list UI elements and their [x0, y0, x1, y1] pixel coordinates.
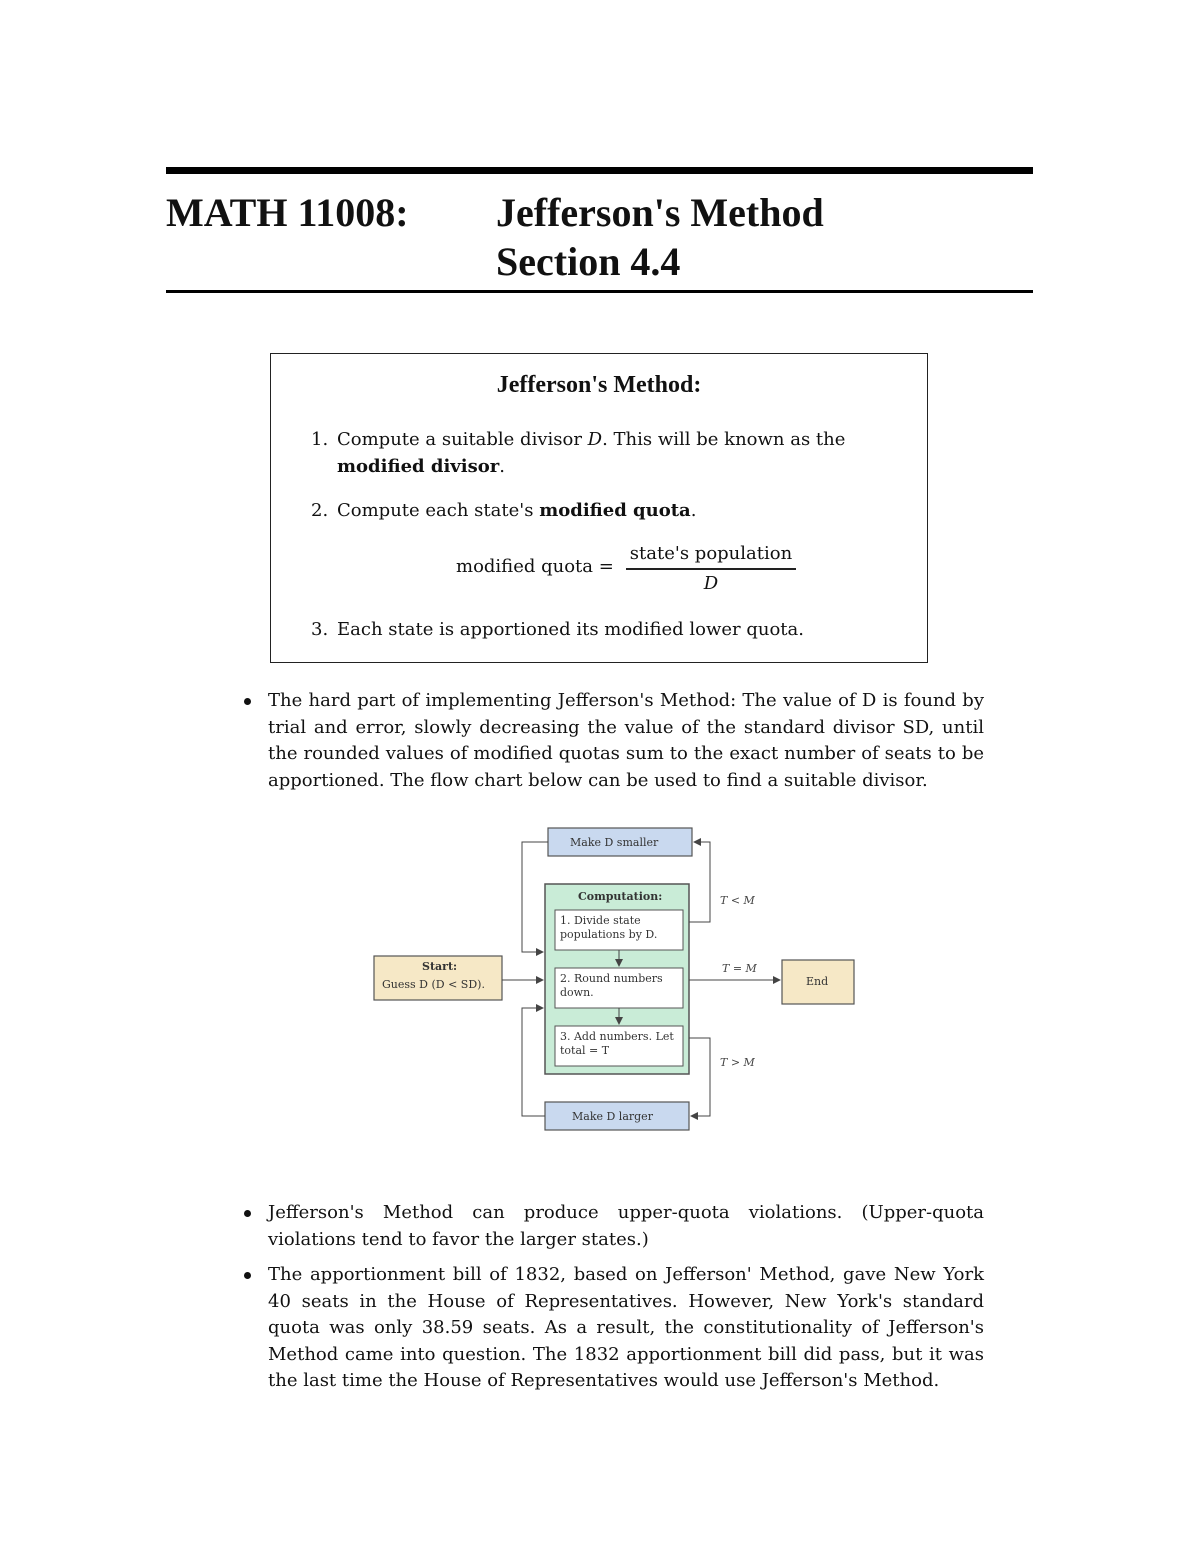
computation-title: Computation:	[578, 890, 663, 903]
condition-equal: T = M	[722, 962, 757, 975]
formula-denominator: D	[703, 572, 719, 594]
formula-numerator: state's population	[629, 543, 793, 564]
step-1-text-c: .	[499, 456, 505, 477]
step-1-text-a: Compute a suitable divisor	[337, 429, 588, 450]
bullet-dot	[244, 698, 251, 705]
make-smaller-label: Make D smaller	[570, 836, 659, 849]
comp-step-3: 3. Add numbers. Let total = T	[560, 1030, 674, 1057]
top-rule	[166, 167, 1033, 174]
divisor-variable: D	[587, 429, 603, 450]
start-title: Start:	[422, 960, 458, 973]
modified-divisor-term: modified divisor	[337, 456, 500, 477]
start-text: Guess D (D < SD).	[382, 978, 485, 991]
bullet-text: Jefferson's Method can produce upper-quota violations. (Upper-quota violations tend to favor the larger states.)	[268, 1202, 984, 1250]
flowchart	[370, 822, 860, 1142]
formula-fraction	[626, 542, 796, 596]
method-box	[270, 353, 928, 663]
step-3-text: Each state is apportioned its modified lower quota.	[337, 619, 804, 640]
step-number: 1.	[311, 429, 329, 450]
section-number: Section 4.4	[496, 239, 681, 284]
bullet-text: The hard part of implementing Jefferson's Method: The value of D is found by trial and error, slowly decreasing the value of the standard divisor SD, until the rounded values of modified quotas sum to the exact number of seats to be apportioned. The flow chart below can be used to find a suitable divisor.	[268, 690, 984, 791]
end-label: End	[806, 975, 829, 988]
condition-greater: T > M	[720, 1056, 755, 1069]
step-1-text-b: . This will be known as the	[602, 429, 846, 450]
formula-lhs: modified quota =	[456, 556, 614, 577]
modified-quota-term: modified quota	[539, 500, 691, 521]
step-number: 3.	[311, 619, 329, 640]
topic-title: Jefferson's Method	[496, 190, 824, 235]
comp-step-1: 1. Divide state populations by D.	[560, 914, 658, 941]
bullet-dot	[244, 1210, 251, 1217]
fraction-bar	[626, 568, 796, 570]
step-number: 2.	[311, 500, 329, 521]
step-2-text-a: Compute each state's	[337, 500, 540, 521]
method-box-title: Jefferson's Method:	[496, 372, 702, 398]
step-2-text-b: .	[690, 500, 697, 521]
course-code: MATH 11008:	[166, 190, 409, 235]
bullet-text: The apportionment bill of 1832, based on Jefferson' Method, gave New York 40 seats in the House of Representatives. However, New York's standard quota was only 38.59 seats. As a result, the constitutionality of Jefferson's Method came into question. The 1832 apportionment bill did pass, but it was the last time the House of Representatives would use Jefferson's Method.	[268, 1264, 984, 1391]
modified-quota-formula	[456, 542, 816, 596]
condition-less: T < M	[720, 894, 755, 907]
comp-step-2: 2. Round numbers down.	[560, 972, 663, 999]
bullet-dot	[244, 1272, 251, 1279]
step-1-text	[337, 426, 897, 480]
make-larger-label: Make D larger	[572, 1110, 653, 1123]
bottom-rule	[166, 290, 1033, 293]
step-2-text	[337, 497, 897, 524]
